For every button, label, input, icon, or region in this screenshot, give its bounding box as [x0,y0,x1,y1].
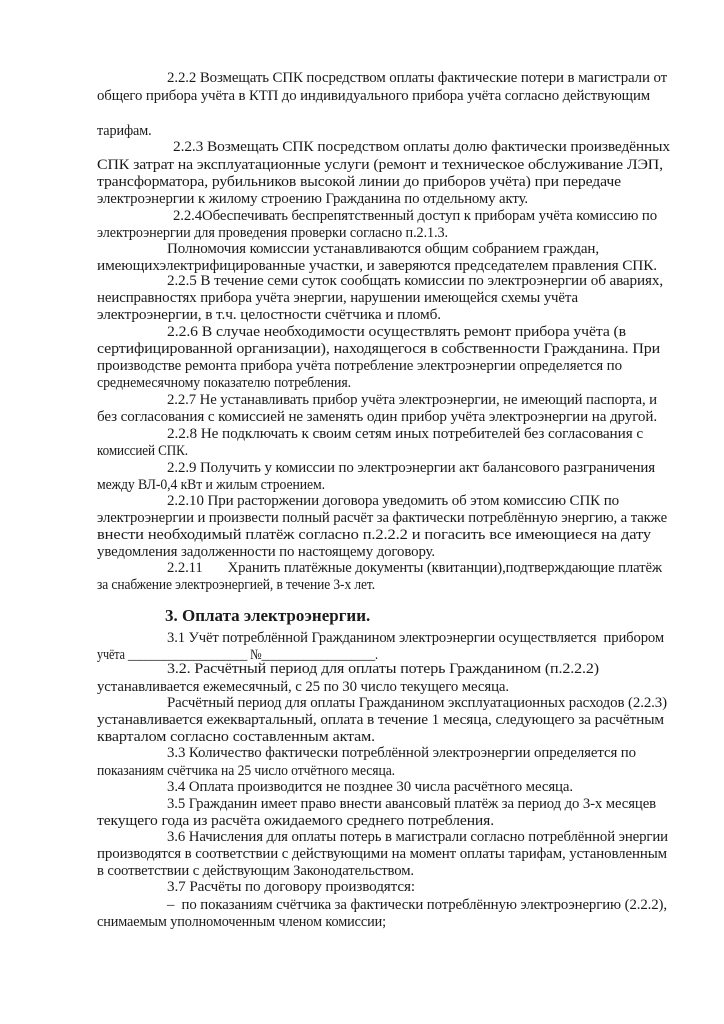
section-heading: 3. Оплата электроэнергии. [165,606,371,625]
text-line: имеющихэлектрифицированные участки, и заверяются председателем правления СПК. [97,258,657,274]
text-line: трансформатора, рубильников высокой линии до приборов учёта) при передаче [97,174,621,190]
text-line: комиссией СПК. [97,443,188,459]
text-line: без согласования с комиссией не заменять один прибор учёта электроэнергии на другой. [97,409,657,425]
text-line: Расчётный период для оплаты Гражданином эксплуатационных расходов (2.2.3) [167,695,667,711]
text-line: 3.5 Гражданин имеет право внести авансовый платёж за период до 3-х месяцев [167,796,656,812]
text-line: электроэнергии, в т.ч. целостности счётчика и пломб. [97,307,441,323]
text-line: неисправностях прибора учёта энергии, нарушении имеющейся схемы учёта [97,290,578,306]
text-line: 3.4 Оплата производится не позднее 30 числа расчётного месяца. [167,779,573,795]
text-line: сертифицированной организации), находящегося в собственности Гражданина. При [97,341,660,357]
text-line: производстве ремонта прибора учёта потребление электроэнергии определяется по [97,358,622,374]
text-line: электроэнергии к жилому строению Гражданина по отдельному акту. [97,191,528,207]
text-line: электроэнергии и произвести полный расчёт за фактически потреблённую энергию, а также [97,510,667,526]
text-line: 3.3 Количество фактически потреблённой электроэнергии определяется по [167,745,636,761]
text-line: – по показаниям счётчика за фактически потреблённую электроэнергию (2.2.2), [167,897,667,913]
text-line: за снабжение электроэнергией, в течение 3-х лет. [97,577,375,593]
text-line: учёта ____________________ №___________________. [97,647,378,663]
text-line: внести необходимый платёж согласно п.2.2.2 и погасить все имеющиеся на дату [97,527,651,543]
text-line: общего прибора учёта в КТП до индивидуального прибора учёта согласно действующим [97,88,650,104]
text-line: кварталом согласно составленным актам. [97,729,375,745]
text-line: СПК затрат на эксплуатационные услуги (ремонт и техническое обслуживание ЛЭП, [97,157,663,173]
text-line: 2.2.5 В течение семи суток сообщать комиссии по электроэнергии об авариях, [167,273,663,289]
text-line: в соответствии с действующим Законодательством. [97,863,414,879]
text-line: показаниям счётчика на 25 число отчётного месяца. [97,763,395,779]
text-line: 2.2.6 В случае необходимости осуществлять ремонт прибора учёта (в [167,324,626,340]
text-line: тарифам. [97,123,152,139]
text-line: 2.2.11 Хранить платёжные документы (квитанции),подтверждающие платёж [167,560,662,576]
text-line: 2.2.3 Возмещать СПК посредством оплаты долю фактически произведённых [173,139,670,155]
text-line: 3.6 Начисления для оплаты потерь в магистрали согласно потреблённой энергии [167,829,668,845]
text-line: устанавливается ежемесячный, с 25 по 30 число текущего месяца. [97,679,509,695]
text-line: Полномочия комиссии устанавливаются общим собранием граждан, [167,241,599,257]
text-line: 2.2.2 Возмещать СПК посредством оплаты фактические потери в магистрали от [167,70,667,86]
text-line: среднемесячному показателю потребления. [97,375,351,391]
text-line: 2.2.9 Получить у комиссии по электроэнергии акт балансового разграничения [167,460,655,476]
text-line: 2.2.7 Не устанавливать прибор учёта электроэнергии, не имеющий паспорта, и [167,392,657,408]
text-line: 2.2.8 Не подключать к своим сетям иных потребителей без согласования с [167,426,643,442]
text-line: между ВЛ-0,4 кВт и жилым строением. [97,477,325,493]
text-line: снимаемым уполномоченным членом комиссии; [97,914,386,930]
text-line: 2.2.4Обеспечивать беспрепятственный доступ к приборам учёта комиссию по [173,208,657,224]
text-line: устанавливается ежеквартальный, оплата в течение 1 месяца, следующего за расчётным [97,712,664,728]
text-line: уведомления задолженности по настоящему договору. [97,544,435,560]
text-line: производятся в соответствии с действующими на момент оплаты тарифам, установленным [97,846,667,862]
text-line: 3.2. Расчётный период для оплаты потерь Гражданином (п.2.2.2) [167,661,599,677]
text-line: электроэнергии для проведения проверки согласно п.2.1.3. [97,225,448,241]
text-line: 2.2.10 При расторжении договора уведомить об этом комиссию СПК по [167,493,619,509]
text-line: текущего года из расчёта ожидаемого среднего потребления. [97,813,494,829]
text-line: 3.7 Расчёты по договору производятся: [167,879,415,895]
text-line: 3.1 Учёт потреблённой Гражданином электроэнергии осуществляется прибором [167,630,664,646]
